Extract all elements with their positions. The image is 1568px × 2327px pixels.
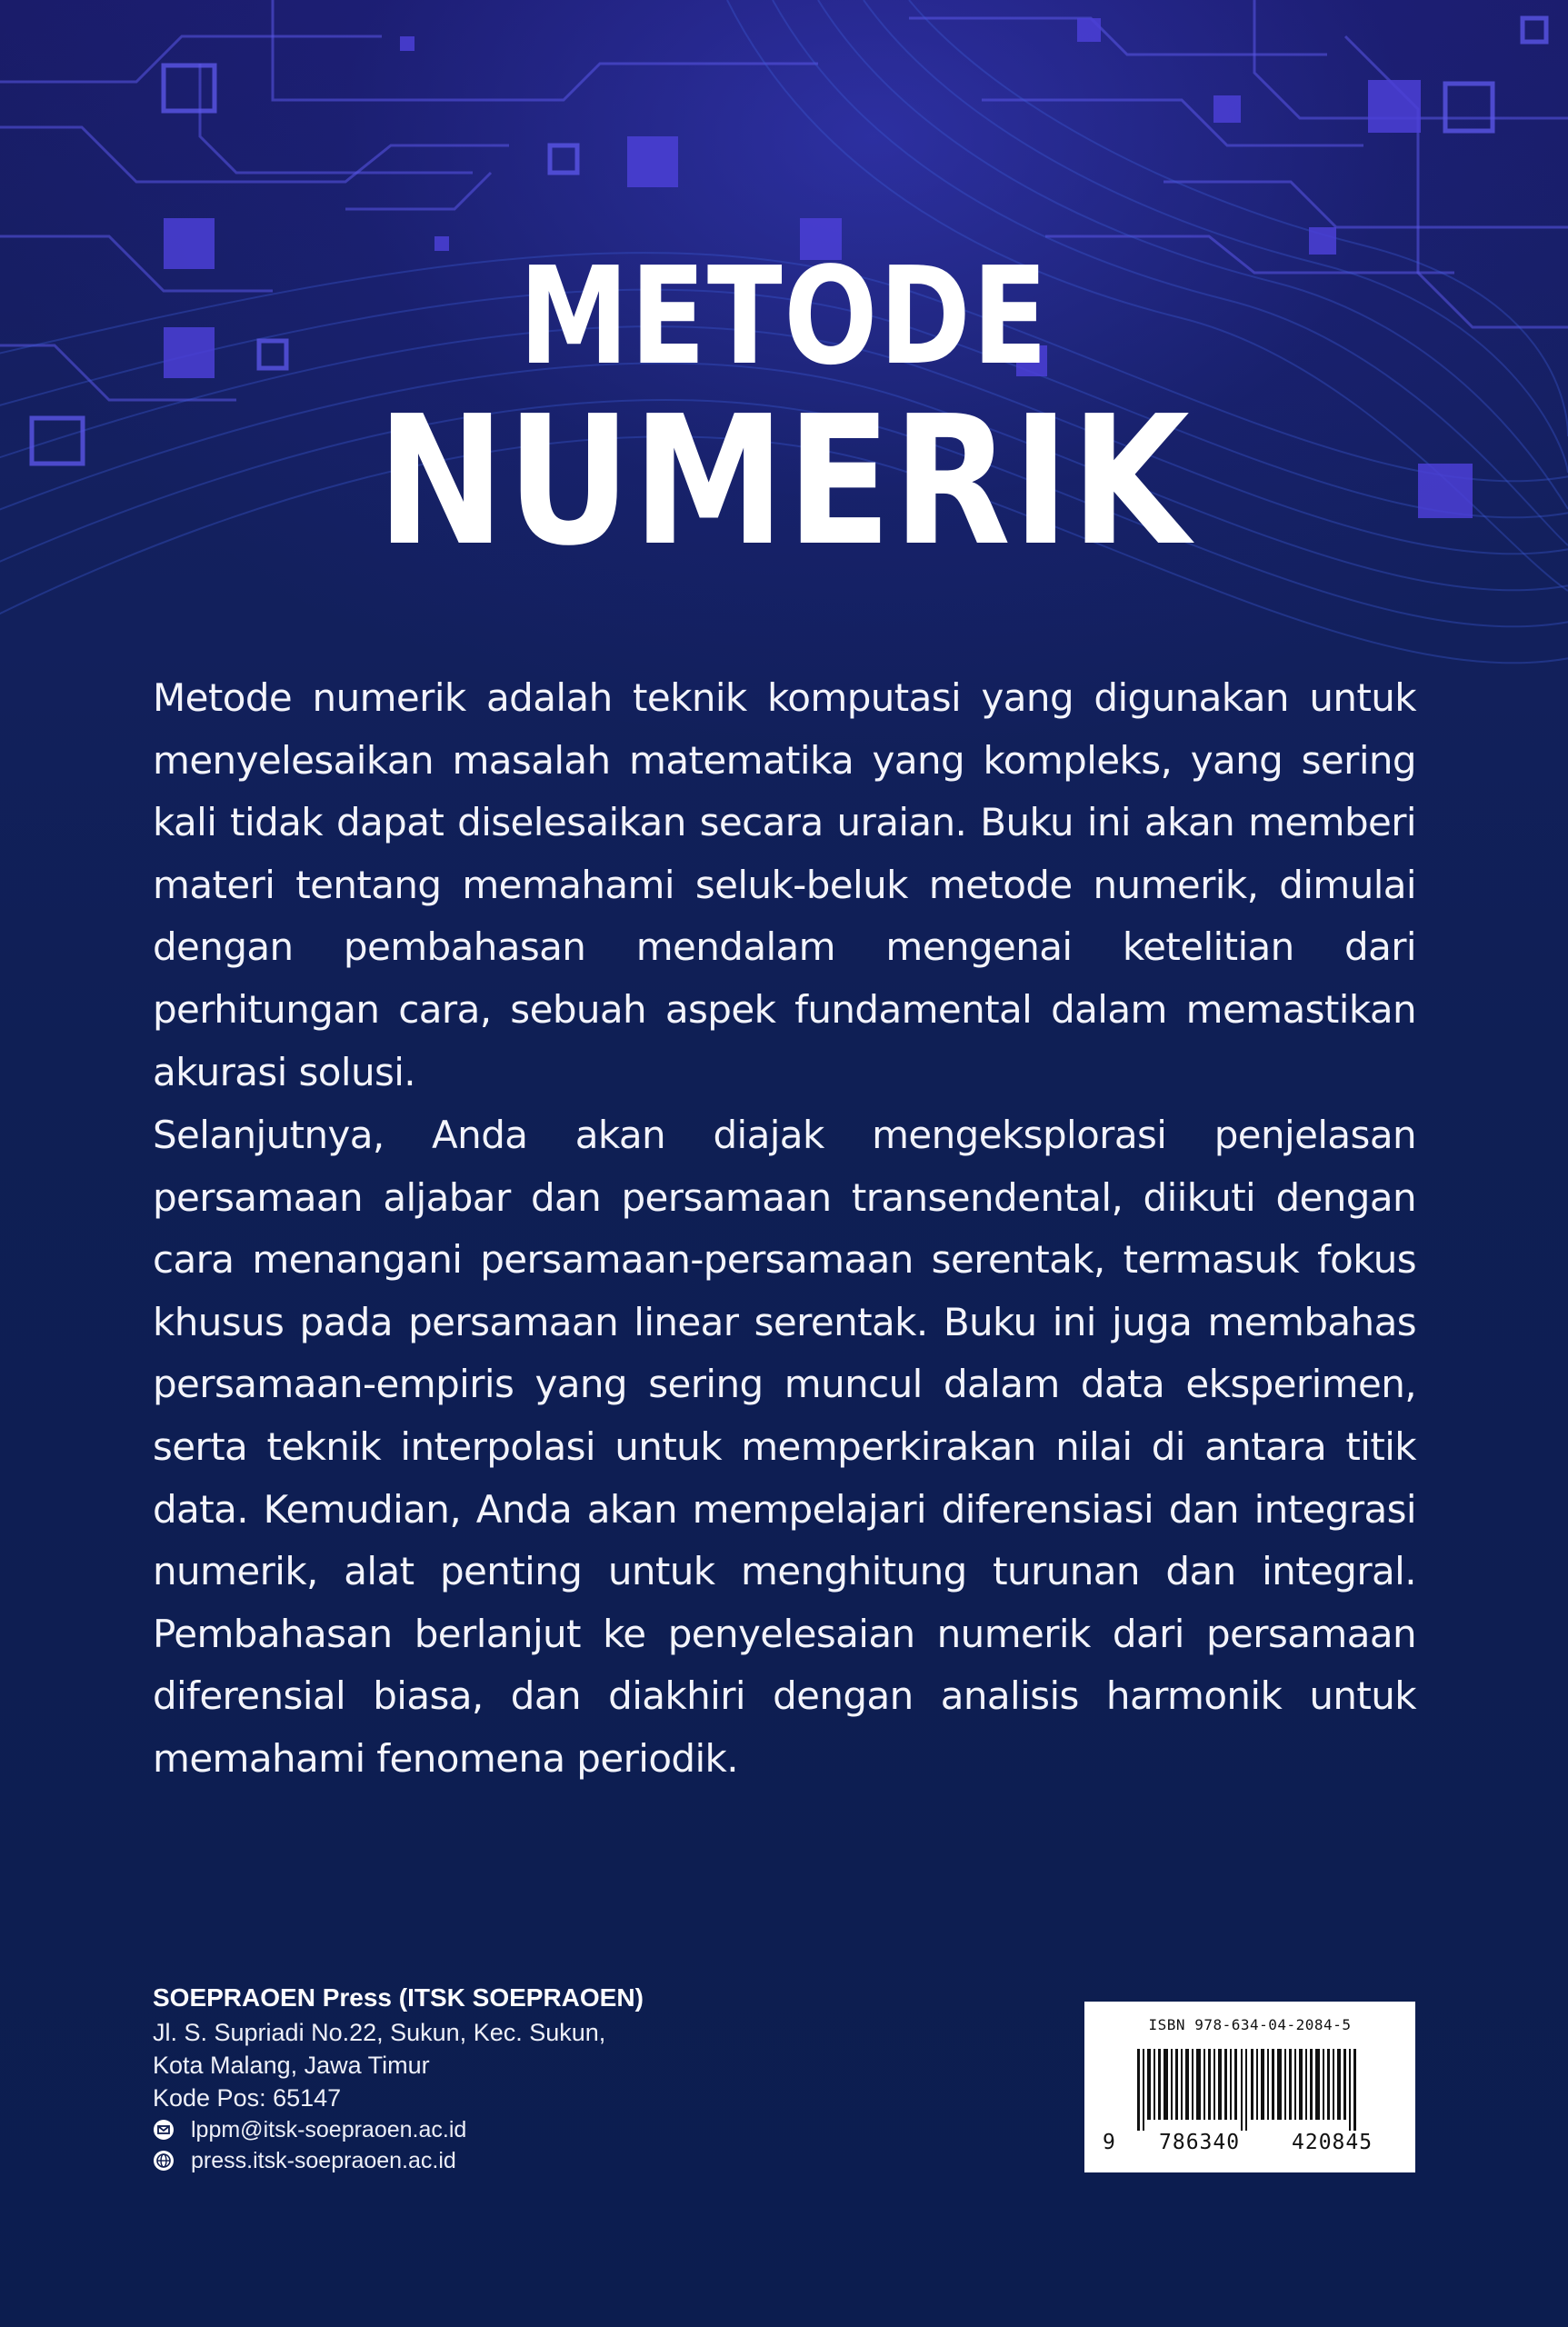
title-line-2: NUMERIK (376, 378, 1192, 585)
barcode-digits-right: 420845 (1292, 2131, 1373, 2154)
publisher-address-line-2: Kota Malang, Jawa Timur (153, 2052, 430, 2079)
description-paragraph-2: Selanjutnya, Anda akan diajak mengeksplorasi penjelasan persamaan aljabar dan persamaan transendental, diikuti dengan cara menangani persamaan-persamaan serentak, termasuk fokus khusus pada persamaan linear serentak. Buku ini juga membahas persamaan-empiris yang sering muncul dalam data eksperimen, serta teknik interpolasi untuk memperkirakan nilai di antara titik data. Kemudian, Anda akan mempelajari diferensiasi dan integrasi numerik, alat penting untuk menghitung turunan dan integral. Pembahasan berlanjut ke penyelesaian numerik dari persamaan diferensial biasa, dan diakhiri dengan analisis harmonik untuk memahami fenomena periodik. (153, 1113, 1416, 1781)
publisher-address-line-1: Jl. S. Supriadi No.22, Sukun, Kec. Sukun, (153, 2019, 606, 2046)
publisher-website-row (153, 2145, 789, 2176)
publisher-email-row (153, 2114, 789, 2145)
publisher-email[interactable]: lppm@itsk-soepraoen.ac.id (191, 2117, 467, 2142)
publisher-website[interactable]: press.itsk-soepraoen.ac.id (191, 2148, 456, 2173)
title-line-1: METODE (518, 238, 1050, 394)
publisher-name: SOEPRAOEN Press (ITSK SOEPRAOEN) (153, 1983, 644, 2012)
barcode-digit-lead: 9 (1103, 2131, 1115, 2154)
isbn-label: ISBN 978-634-04-2084-5 (1148, 2016, 1352, 2033)
envelope-icon (153, 2119, 175, 2141)
isbn-barcode (1084, 2002, 1415, 2172)
globe-icon (153, 2150, 175, 2172)
publisher-info (153, 1980, 789, 2176)
barcode-digits-left: 786340 (1159, 2131, 1241, 2154)
publisher-postal-code: Kode Pos: 65147 (153, 2084, 342, 2112)
description-paragraph-1: Metode numerik adalah teknik komputasi yang digunakan untuk menyelesaikan masalah matematika yang kompleks, yang sering kali tidak dapat diselesaikan secara uraian. Buku ini akan memberi materi tentang memahami seluk-beluk metode numerik, dimulai dengan pembahasan mendalam mengenai ketelitian dari perhitungan cara, sebuah aspek fundamental dalam memastikan akurasi solusi. (153, 675, 1416, 1094)
